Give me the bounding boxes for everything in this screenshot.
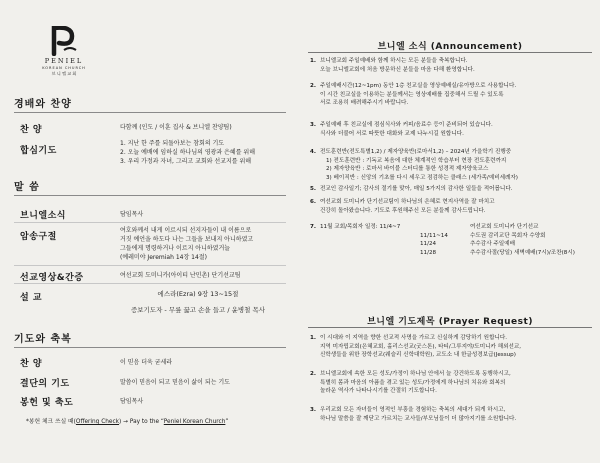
news-label: 브니엘소식 [20, 211, 66, 221]
decision-prayer-value: 말씀이 믿음이 되고 믿음이 삶이 되는 기도 [120, 379, 230, 386]
schedule-row [310, 223, 594, 232]
announcement-title: 브니엘 소식 (Announcement) [377, 42, 523, 52]
logo-korean: 브 니 엘 교 회 [51, 71, 77, 76]
unison-prayer-label: 합심기도 [20, 146, 57, 156]
schedule-event: 추수감사 주일예배 [470, 241, 516, 248]
schedule-row [310, 249, 594, 258]
offering-check-note [26, 416, 228, 425]
announcement-item [310, 148, 594, 182]
item-line: 건강히 돌아왔습니다. 기도로 후원해주신 모든 분들께 감사드립니다. [320, 207, 486, 214]
item-line: 지역 미자립교회(은혜교회, 홀리스선교(굿스톤), 타티/그루지야/도미니카 해외선교, [320, 343, 522, 350]
item-line: 주일예배시간(12~1pm) 동안 1층 친교실을 영상예배실/유아방으로 사용합니다. [320, 83, 517, 89]
item-line: 브니엘교회에 속한 모든 성도/가정이 하나님 안에서 늘 강건하도록 동행하시고, [320, 371, 511, 377]
item-number: 4. [310, 149, 317, 155]
prayer-item [310, 406, 594, 423]
verse-line: 거짓 예언을 하도다 나는 그들을 보내지 아니하였고 [120, 236, 254, 243]
mission-video-label: 선교영상&간증 [20, 273, 84, 283]
item-number: 1. [310, 335, 317, 341]
prayer-request-title: 브니엘 기도제목 (Prayer Request) [367, 317, 533, 327]
verse-line: (예레미야 Jeremiah 14장 14절) [120, 254, 207, 261]
news-value: 담임목사 [120, 211, 144, 218]
announcements-column [300, 0, 600, 463]
item-number: 7. [310, 224, 317, 230]
item-line: 특별히 몸과 마음의 아픔을 겪고 있는 성도/가정에게 하나님의 치유와 회복의 [320, 379, 506, 386]
peniel-logo-icon [50, 26, 78, 56]
item-line: 이 시대와 이 지역을 향한 선교적 사명을 가르고 신실하게 감당하기 원합니다. [320, 335, 508, 341]
note-church: Peniel Korean Church [163, 419, 226, 425]
unison-prayer-list [120, 139, 255, 166]
sub-line: 1) 전도훈련반 : 기독교 복음에 대한 체계적인 학습부터 현장 전도훈련까지 [326, 157, 507, 164]
note-suffix: ) → Pay to the “ [119, 419, 164, 425]
schedule-list [310, 223, 594, 257]
sub-line: 2) 제자양육반 : 로마서 바이블 스터디를 통한 성경적 제자양육코스 [326, 166, 489, 173]
divider [14, 222, 286, 223]
divider [14, 283, 286, 284]
item-number: 2. [310, 83, 317, 89]
closing-hymn-value: 이 믿음 더욱 굳세라 [120, 359, 173, 366]
item-line: 여선교회 도미니카 단기선교팀이 하나님의 은혜로 현지사역을 잘 마치고 [320, 199, 495, 205]
item-line: 식사와 더불어 서로 따뜻한 대화와 교제 나누시길 원합니다. [320, 130, 464, 137]
sub-line: 3) 베이직반 : 신앙의 기초를 다시 세우고 점검하는 클래스 (세가족/예비세례자) [326, 174, 518, 181]
schedule-row [310, 240, 594, 249]
note-prefix: *봉헌 체크 쓰실 때( [26, 419, 76, 425]
hymn-label: 찬 양 [20, 125, 43, 135]
announcement-item [310, 57, 594, 74]
schedule-row [310, 232, 594, 241]
schedule-date: 11/11~14 [420, 232, 448, 239]
item-line: 오늘 브니엘교회에 처음 방문하신 분들을 마음 다해 환영합니다. [320, 66, 475, 73]
item-number: 1. [310, 58, 317, 64]
sermon-reference: 에스라(Ezra) 9장 13~15절 [157, 290, 239, 298]
item-line: 서로 조용히 배려해주시기 바랍니다. [320, 100, 409, 107]
offering-blessing-value: 담임목사 [120, 398, 144, 405]
verse-line: 그들에게 명령하거나 이르지 아니하였거늘 [120, 245, 231, 252]
item-number: 6. [310, 199, 317, 205]
prayer-item [310, 370, 594, 396]
logo-sub: KOREAN CHURCH [42, 66, 86, 70]
note-end: ” [225, 419, 229, 425]
prayer-line: 2. 오늘 예배에 임하실 하나님의 영광과 은혜를 위해 [120, 149, 255, 156]
prayer-item [310, 334, 594, 360]
prayer-line: 1. 지난 한 주를 되돌아보는 참회의 기도 [120, 140, 225, 147]
note-check: Offering Check [75, 419, 120, 425]
sermon-label: 설 교 [20, 293, 43, 303]
announcement-item [310, 121, 594, 138]
closing-hymn-label: 찬 양 [20, 359, 43, 369]
schedule-event: 추수감사절(당일) 새벽예배(7시)/조찬(8시) [470, 249, 575, 256]
divider [308, 52, 592, 53]
schedule-date: 11/24 [420, 241, 437, 248]
divider [14, 265, 286, 266]
memory-verse-text [120, 226, 253, 262]
item-line: 신학생들을 위한 장학선교(웨슬리 신학대학원), 교도소 내 한글성경보급(Jessup) [320, 352, 516, 359]
item-line: 브니엘교회 주일예배와 함께 하시는 모든 분들을 축복합니다. [320, 58, 468, 64]
schedule-date: 11월 교회/목회자 일정: 11/4~7 [320, 224, 401, 230]
offering-blessing-label: 봉헌 및 축도 [20, 398, 74, 408]
prayer-line: 3. 우리 가정과 자녀, 그리고 교회와 선교지를 위해 [120, 158, 252, 165]
divider [308, 327, 592, 328]
item-number: 5. [310, 186, 317, 192]
schedule-event: 수도권 감리교단 목회자 수양회 [470, 232, 546, 239]
schedule-event: 여선교회 도미니카 단기선교 [470, 224, 539, 230]
item-line: 하나님 말씀을 잘 깨닫고 가르치는 교사들/부모님들이 더 많아지기를 소원합니다. [320, 415, 517, 422]
item-line: 전도훈련반(전도특별1,2) / 제자양육반(로마서1,2) – 2024년 가을학기 진행중 [320, 149, 512, 155]
item-line: 전교인 감사일기; 감사의 절기를 맞아, 매일 5가지의 감사한 일들을 적어봅니다. [320, 186, 513, 192]
announcement-item [310, 198, 594, 215]
item-line: 주일예배 후 친교실에 점심식사와 커피/음료수 등이 준비되어 있습니다. [320, 122, 493, 128]
item-number: 3. [310, 122, 317, 128]
verse-line: 여호와께서 내게 이르시되 선지자들이 내 이름으로 [120, 227, 252, 234]
announcement-item [310, 185, 594, 194]
section-title-word: 말 씀 [14, 178, 286, 196]
item-line: 우리교회 모든 자녀들이 영적인 부흥을 경험하는 축복의 세대가 되게 하시고, [320, 407, 506, 413]
item-number: 2. [310, 371, 317, 377]
memory-verse-label: 암송구절 [20, 232, 57, 242]
sermon-title: 증보기도자 - 무릎 꿇고 손을 들고 / 윤병철 목사 [130, 306, 266, 314]
item-line: 놀라운 역사가 나타나시기를 간절히 기도합니다. [320, 388, 437, 395]
hymn-value: 다함께 (인도 / 이훈 집사 & 브니엘 찬양팀) [120, 124, 232, 131]
section-title-worship: 경배와 찬양 [14, 95, 286, 113]
order-of-worship [0, 0, 292, 463]
section-title-prayer: 기도와 축복 [14, 330, 286, 348]
item-line: 이 시간 친교실을 이용하는 분들께서는 영상예배를 집중해서 드릴 수 있도록 [320, 91, 504, 98]
schedule-date: 11/28 [420, 249, 437, 256]
logo-name: PENIEL [44, 57, 84, 65]
mission-video-value: 여선교회 도미니카(아이티 난민촌) 단기선교팀 [120, 272, 241, 279]
church-logo [34, 26, 94, 77]
item-number: 3. [310, 407, 317, 413]
decision-prayer-label: 결단의 기도 [20, 379, 70, 389]
announcement-item [310, 82, 594, 108]
